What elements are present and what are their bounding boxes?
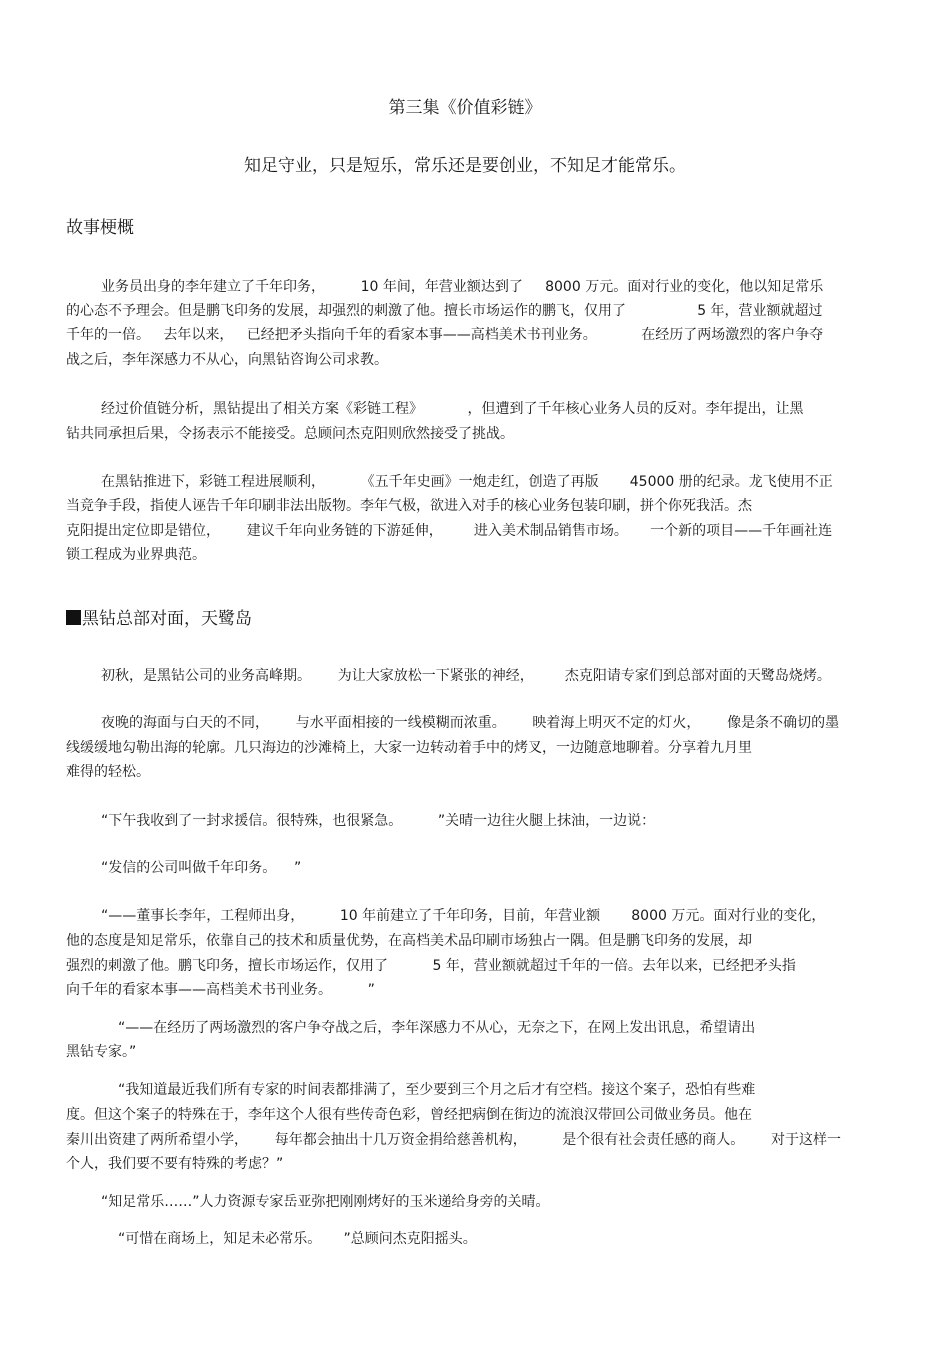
doc-subtitle: 知足守业，只是短乐，常乐还是要创业，不知足才能常乐。 [244,156,686,176]
paragraph-line: “可惜在商场上，知足未必常乐。 ”总顾问杰克阳摇头。 [118,1231,477,1247]
section-heading-synopsis: 故事梗概 [66,218,134,238]
paragraph-line: 业务员出身的李年建立了千年印务， 10 年间，年营业额达到了 8000 万元。面对行业的变化，他以知足常乐 [101,279,824,295]
paragraph-line: “——在经历了两场激烈的客户争夺战之后，李年深感力不从心，无奈之下，在网上发出讯息，希望请出 [118,1020,756,1036]
paragraph-line: 夜晚的海面与白天的不同， 与水平面相接的一线模糊而浓重。 映着海上明灭不定的灯火， 像是条不确切的墨 [101,715,840,731]
paragraph-line: 克阳提出定位即是错位， 建议千年向业务链的下游延伸， 进入美术制品销售市场。 一个新的项目——千年画社连 [66,523,833,539]
paragraph-line: 秦川出资建了两所希望小学， 每年都会抽出十几万资金捐给慈善机构， 是个很有社会责任感的商人。 对于这样一 [66,1132,842,1148]
paragraph-line: 个人，我们要不要有特殊的考虑？” [66,1156,284,1172]
paragraph-line: “下午我收到了一封求援信。很特殊，也很紧急。 ”关晴一边往火腿上抹油，一边说： [101,813,656,829]
section-heading-island [66,607,252,631]
paragraph-line: 难得的轻松。 [66,764,150,780]
paragraph-line: “知足常乐……”人力资源专家岳亚弥把刚刚烤好的玉米递给身旁的关晴。 [101,1194,550,1210]
paragraph-line: 千年的一倍。 去年以来， 已经把矛头指向千年的看家本事——高档美术书刊业务。 在经历了两场激烈的客户争夺 [66,327,824,343]
paragraph-line: 在黑钻推进下，彩链工程进展顺利， 《五千年史画》一炮走红，创造了再版 45000 册的纪录。龙飞使用不正 [101,474,833,490]
paragraph-line: “我知道最近我们所有专家的时间表都排满了，至少要到三个月之后才有空档。接这个案子，恐怕有些难 [118,1082,756,1098]
paragraph-line: 线缓缓地勾勒出海的轮廓。几只海边的沙滩椅上，大家一边转动着手中的烤叉，一边随意地聊着。分享着九月里 [66,740,752,756]
paragraph-line: “——董事长李年，工程师出身， 10 年前建立了千年印务，目前，年营业额 8000 万元。面对行业的变化， [101,908,826,924]
paragraph-line: 锁工程成为业界典范。 [66,547,206,563]
paragraph-line: 初秋，是黑钻公司的业务高峰期。 为让大家放松一下紧张的神经， 杰克阳请专家们到总部对面的天鹭岛烧烤。 [101,668,831,684]
paragraph-line: 当竞争手段，指使人诬告千年印刷非法出版物。李年气极，欲进入对手的核心业务包装印刷，拼个你死我活。杰 [66,498,752,514]
paragraph-line: 钻共同承担后果，令扬表示不能接受。总顾问杰克阳则欣然接受了挑战。 [66,426,514,442]
doc-title: 第三集《价值彩链》 [388,98,542,118]
paragraph-line: 强烈的刺激了他。鹏飞印务，擅长市场运作，仅用了 5 年，营业额就超过千年的一倍。去年以来，已经把矛头指 [66,958,796,974]
section-heading-text: 黑钻总部对面，天鹭岛 [82,609,252,629]
paragraph-line: 黑钻专家。” [66,1044,137,1060]
paragraph-line: 战之后，李年深感力不从心，向黑钻咨询公司求教。 [66,352,388,368]
paragraph-line: “发信的公司叫做千年印务。 ” [101,860,302,876]
paragraph-line: 度。但这个案子的特殊在于，李年这个人很有些传奇色彩，曾经把病倒在街边的流浪汉带回公司做业务员。他在 [66,1107,752,1123]
paragraph-line: 他的态度是知足常乐，依靠自己的技术和质量优势，在高档美术品印刷市场独占一隅。但是鹏飞印务的发展，却 [66,933,752,949]
square-bullet-icon [66,610,81,625]
paragraph-line: 的心态不予理会。但是鹏飞印务的发展，却强烈的刺激了他。擅长市场运作的鹏飞，仅用了 5 年，营业额就超过 [66,303,823,319]
paragraph-line: 向千年的看家本事——高档美术书刊业务。 ” [66,982,375,998]
paragraph-line: 经过价值链分析，黑钻提出了相关方案《彩链工程》 ，但遭到了千年核心业务人员的反对。李年提出，让黑 [101,401,804,417]
